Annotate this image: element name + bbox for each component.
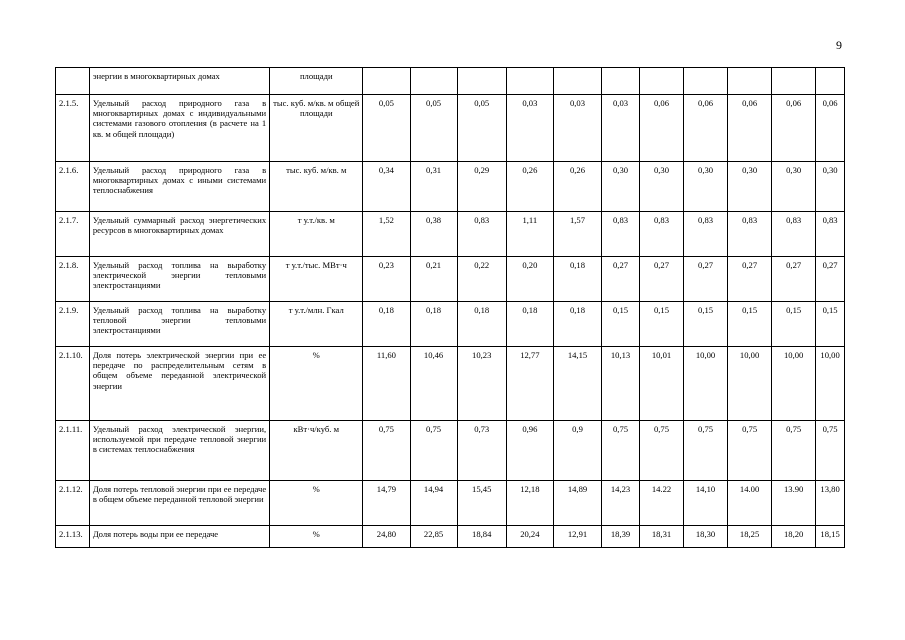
value-cell xyxy=(816,68,845,95)
table-row xyxy=(56,421,845,481)
value-cell: 0,30 xyxy=(728,162,772,212)
value-cell: 0,06 xyxy=(772,95,816,162)
unit-cell: % xyxy=(270,481,363,526)
value-cell: 18,39 xyxy=(602,526,640,548)
value-cell: 0,30 xyxy=(602,162,640,212)
table-row xyxy=(56,212,845,257)
value-cell: 0,31 xyxy=(410,162,457,212)
value-cell: 0,15 xyxy=(639,302,683,347)
value-cell: 0,38 xyxy=(410,212,457,257)
value-cell: 14,10 xyxy=(684,481,728,526)
row-number-cell: 2.1.10. xyxy=(56,347,90,421)
value-cell: 14,94 xyxy=(410,481,457,526)
value-cell xyxy=(639,68,683,95)
value-cell: 10,46 xyxy=(410,347,457,421)
unit-cell: т у.т./тыс. МВт·ч xyxy=(270,257,363,302)
value-cell: 0,27 xyxy=(602,257,640,302)
value-cell: 10,00 xyxy=(772,347,816,421)
table-row xyxy=(56,257,845,302)
value-cell: 0,73 xyxy=(457,421,506,481)
value-cell xyxy=(363,68,410,95)
value-cell xyxy=(602,68,640,95)
row-number-cell: 2.1.9. xyxy=(56,302,90,347)
value-cell: 0,26 xyxy=(553,162,601,212)
value-cell: 0,83 xyxy=(602,212,640,257)
value-cell: 0,30 xyxy=(816,162,845,212)
value-cell: 14.22 xyxy=(639,481,683,526)
value-cell: 12,77 xyxy=(506,347,553,421)
value-cell: 0,83 xyxy=(816,212,845,257)
row-number-cell xyxy=(56,68,90,95)
value-cell xyxy=(457,68,506,95)
indicator-name-cell: Удельный расход топлива на выработку тепловой энергии тепловыми электростанциями xyxy=(89,302,269,347)
value-cell xyxy=(728,68,772,95)
value-cell: 0,05 xyxy=(363,95,410,162)
value-cell: 0,9 xyxy=(553,421,601,481)
value-cell: 15,45 xyxy=(457,481,506,526)
value-cell: 0,29 xyxy=(457,162,506,212)
value-cell: 0,15 xyxy=(816,302,845,347)
value-cell: 0,20 xyxy=(506,257,553,302)
table-row xyxy=(56,481,845,526)
value-cell xyxy=(684,68,728,95)
value-cell: 0,75 xyxy=(410,421,457,481)
value-cell: 0,83 xyxy=(684,212,728,257)
value-cell: 0,18 xyxy=(553,302,601,347)
value-cell: 10,00 xyxy=(684,347,728,421)
value-cell: 0,34 xyxy=(363,162,410,212)
value-cell: 0,18 xyxy=(553,257,601,302)
indicator-name-cell: энергии в многоквартирных домах xyxy=(89,68,269,95)
row-number-cell: 2.1.6. xyxy=(56,162,90,212)
indicators-table xyxy=(55,67,845,548)
value-cell: 12,91 xyxy=(553,526,601,548)
value-cell: 0,18 xyxy=(363,302,410,347)
value-cell: 0,75 xyxy=(684,421,728,481)
value-cell: 0,23 xyxy=(363,257,410,302)
table-row xyxy=(56,526,845,548)
value-cell: 14,79 xyxy=(363,481,410,526)
table-row xyxy=(56,95,845,162)
value-cell: 18,20 xyxy=(772,526,816,548)
value-cell: 0,06 xyxy=(816,95,845,162)
unit-cell: % xyxy=(270,526,363,548)
unit-cell: тыс. куб. м/кв. м xyxy=(270,162,363,212)
value-cell: 0,75 xyxy=(816,421,845,481)
value-cell: 14,23 xyxy=(602,481,640,526)
value-cell: 14.00 xyxy=(728,481,772,526)
unit-cell: кВт·ч/куб. м xyxy=(270,421,363,481)
value-cell: 13.90 xyxy=(772,481,816,526)
value-cell: 0,30 xyxy=(639,162,683,212)
value-cell: 0,30 xyxy=(684,162,728,212)
value-cell: 10,13 xyxy=(602,347,640,421)
value-cell: 0,03 xyxy=(602,95,640,162)
value-cell: 18,15 xyxy=(816,526,845,548)
value-cell: 22,85 xyxy=(410,526,457,548)
indicator-name-cell: Доля потерь электрической энергии при ее передаче по распределительным сетям в общем объеме переданной электрической энергии xyxy=(89,347,269,421)
value-cell: 18,31 xyxy=(639,526,683,548)
value-cell: 0,18 xyxy=(506,302,553,347)
indicator-name-cell: Удельный суммарный расход энергетических ресурсов в многоквартирных домах xyxy=(89,212,269,257)
row-number-cell: 2.1.11. xyxy=(56,421,90,481)
unit-cell: т у.т./млн. Гкал xyxy=(270,302,363,347)
value-cell: 0,15 xyxy=(772,302,816,347)
value-cell: 0,22 xyxy=(457,257,506,302)
indicator-name-cell: Удельный расход природного газа в многоквартирных домах с иными системами теплоснабжения xyxy=(89,162,269,212)
value-cell: 14,15 xyxy=(553,347,601,421)
value-cell: 0,27 xyxy=(639,257,683,302)
value-cell: 0,27 xyxy=(772,257,816,302)
table-row xyxy=(56,162,845,212)
value-cell xyxy=(553,68,601,95)
value-cell: 0,96 xyxy=(506,421,553,481)
value-cell: 10,01 xyxy=(639,347,683,421)
unit-cell: тыс. куб. м/кв. м общей площади xyxy=(270,95,363,162)
value-cell: 0,03 xyxy=(553,95,601,162)
value-cell: 18,30 xyxy=(684,526,728,548)
row-number-cell: 2.1.13. xyxy=(56,526,90,548)
value-cell: 0,06 xyxy=(639,95,683,162)
value-cell: 0,15 xyxy=(602,302,640,347)
value-cell: 14,89 xyxy=(553,481,601,526)
value-cell: 0,06 xyxy=(684,95,728,162)
value-cell xyxy=(506,68,553,95)
indicator-name-cell: Доля потерь воды при ее передаче xyxy=(89,526,269,548)
value-cell: 18,84 xyxy=(457,526,506,548)
value-cell: 0,18 xyxy=(457,302,506,347)
value-cell: 0,30 xyxy=(772,162,816,212)
row-number-cell: 2.1.5. xyxy=(56,95,90,162)
value-cell: 0,15 xyxy=(728,302,772,347)
value-cell: 1,52 xyxy=(363,212,410,257)
value-cell: 10,00 xyxy=(728,347,772,421)
value-cell: 0,15 xyxy=(684,302,728,347)
unit-cell: площади xyxy=(270,68,363,95)
value-cell: 0,27 xyxy=(684,257,728,302)
value-cell: 0,83 xyxy=(772,212,816,257)
value-cell: 0,03 xyxy=(506,95,553,162)
value-cell: 18,25 xyxy=(728,526,772,548)
value-cell: 0,75 xyxy=(363,421,410,481)
value-cell: 0,75 xyxy=(639,421,683,481)
value-cell: 0,83 xyxy=(728,212,772,257)
row-number-cell: 2.1.7. xyxy=(56,212,90,257)
unit-cell: т у.т./кв. м xyxy=(270,212,363,257)
value-cell: 13,80 xyxy=(816,481,845,526)
value-cell: 0,18 xyxy=(410,302,457,347)
row-number-cell: 2.1.8. xyxy=(56,257,90,302)
indicator-name-cell: Доля потерь тепловой энергии при ее передаче в общем объеме переданной тепловой энергии xyxy=(89,481,269,526)
table-body xyxy=(56,68,845,548)
value-cell: 12,18 xyxy=(506,481,553,526)
table-row xyxy=(56,302,845,347)
value-cell: 0,75 xyxy=(772,421,816,481)
value-cell: 0,26 xyxy=(506,162,553,212)
value-cell: 10,00 xyxy=(816,347,845,421)
indicator-name-cell: Удельный расход топлива на выработку электрической энергии тепловыми электростанциями xyxy=(89,257,269,302)
value-cell: 1,57 xyxy=(553,212,601,257)
indicator-name-cell: Удельный расход природного газа в многоквартирных домах с индивидуальными системами газового отопления (в расчете на 1 кв. м общей площади) xyxy=(89,95,269,162)
value-cell: 0,05 xyxy=(410,95,457,162)
value-cell: 20,24 xyxy=(506,526,553,548)
value-cell: 11,60 xyxy=(363,347,410,421)
value-cell: 0,83 xyxy=(639,212,683,257)
value-cell: 0,83 xyxy=(457,212,506,257)
table-row xyxy=(56,347,845,421)
value-cell: 10,23 xyxy=(457,347,506,421)
table-row xyxy=(56,68,845,95)
value-cell xyxy=(772,68,816,95)
value-cell: 1,11 xyxy=(506,212,553,257)
value-cell: 0,75 xyxy=(728,421,772,481)
value-cell: 0,21 xyxy=(410,257,457,302)
page-number: 9 xyxy=(836,38,842,52)
value-cell: 0,27 xyxy=(728,257,772,302)
value-cell xyxy=(410,68,457,95)
value-cell: 0,75 xyxy=(602,421,640,481)
value-cell: 0,27 xyxy=(816,257,845,302)
value-cell: 0,05 xyxy=(457,95,506,162)
row-number-cell: 2.1.12. xyxy=(56,481,90,526)
unit-cell: % xyxy=(270,347,363,421)
value-cell: 24,80 xyxy=(363,526,410,548)
value-cell: 0,06 xyxy=(728,95,772,162)
indicator-name-cell: Удельный расход электрической энергии, используемой при передаче тепловой энергии в системах теплоснабжения xyxy=(89,421,269,481)
